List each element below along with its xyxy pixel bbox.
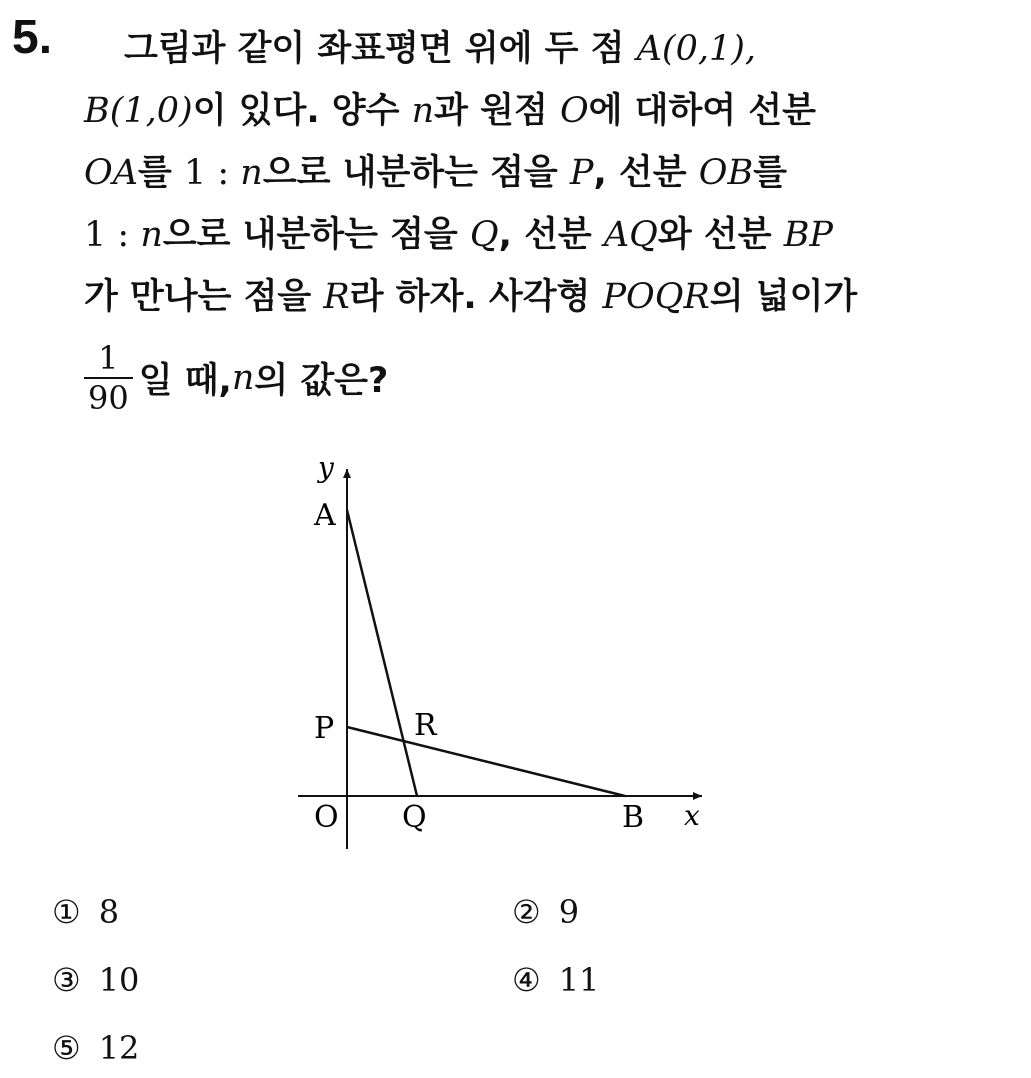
math-segment-ob: OB (698, 153, 754, 193)
stem-text: 과 원점 (434, 91, 560, 131)
math-ratio: 1 : (84, 215, 141, 255)
label-point-b: B (622, 800, 645, 835)
choice-3-value: 10 (98, 961, 140, 999)
label-y-axis: y (318, 455, 334, 484)
stem-text: 의 넓이가 (709, 277, 858, 317)
choice-1-value: 8 (98, 893, 120, 931)
stem-text: 와 선분 (657, 215, 784, 255)
choice-2[interactable] (512, 892, 579, 932)
math-segment-oa: OA (84, 153, 138, 193)
math-n: n (140, 215, 163, 255)
stem-line-4 (84, 204, 1004, 266)
math-quad-poqr: POQR (602, 277, 710, 317)
choice-3-mark: ③ (52, 961, 81, 999)
math-ratio: 1 : (183, 153, 241, 193)
math-segment-bp: BP (783, 215, 833, 255)
choice-5-mark: ⑤ (52, 1029, 81, 1067)
segment-bp (347, 727, 625, 796)
stem-line-1 (84, 18, 1004, 80)
stem-text: 에 대하여 선분 (588, 91, 816, 131)
choice-1[interactable] (52, 892, 119, 932)
question-number: 5. (12, 11, 53, 64)
stem-text: 이 있다. 양수 (192, 91, 412, 131)
choice-4[interactable] (512, 960, 599, 1000)
math-n: n (231, 358, 255, 398)
stem-text: 으로 내분하는 점을 (262, 153, 570, 193)
math-point-p: P (569, 153, 594, 193)
stem-text: 를 (137, 153, 184, 193)
math-point-q: Q (469, 215, 499, 255)
label-point-q: Q (402, 800, 427, 835)
stem-text: 의 값은? (254, 361, 389, 401)
stem-text: , 선분 (498, 215, 604, 255)
math-segment-aq: AQ (603, 215, 658, 255)
label-point-a: A (314, 498, 336, 533)
fraction-denominator: 90 (84, 377, 133, 417)
label-point-p: P (314, 711, 335, 746)
stem-line-6 (84, 328, 1004, 428)
label-x-axis: x (684, 799, 700, 832)
label-point-r: R (414, 708, 437, 743)
math-n: n (411, 91, 435, 131)
area-fraction (84, 339, 133, 417)
label-point-o: O (314, 800, 339, 835)
math-origin: O (559, 91, 589, 131)
math-n: n (240, 153, 263, 193)
segment-aq (347, 510, 417, 796)
stem-text: 가 만나는 점을 (84, 277, 324, 317)
stem-text: 그림과 같이 좌표평면 위에 두 점 (124, 29, 637, 69)
choice-5[interactable] (52, 1028, 139, 1068)
stem-line-5 (84, 266, 1004, 328)
choice-5-value: 12 (98, 1029, 140, 1067)
choice-1-mark: ① (52, 893, 81, 931)
math-point-a: A(0,1), (636, 29, 757, 69)
math-point-r: R (323, 277, 350, 317)
choice-2-mark: ② (512, 893, 541, 931)
stem-text: 일 때, (138, 361, 232, 401)
fraction-numerator: 1 (98, 339, 119, 377)
stem-text: , 선분 (593, 153, 699, 193)
choice-2-value: 9 (558, 893, 580, 931)
coordinate-figure (290, 455, 720, 855)
choice-4-value: 11 (558, 961, 600, 999)
choice-4-mark: ④ (512, 961, 541, 999)
math-point-b: B(1,0) (84, 91, 193, 131)
stem-text: 으로 내분하는 점을 (162, 215, 470, 255)
stem-line-3 (84, 142, 1004, 204)
question-stem (84, 18, 1004, 428)
choice-3[interactable] (52, 960, 139, 1000)
stem-text: 라 하자. 사각형 (349, 277, 603, 317)
stem-text: 를 (753, 153, 787, 193)
stem-line-2 (84, 80, 1004, 142)
